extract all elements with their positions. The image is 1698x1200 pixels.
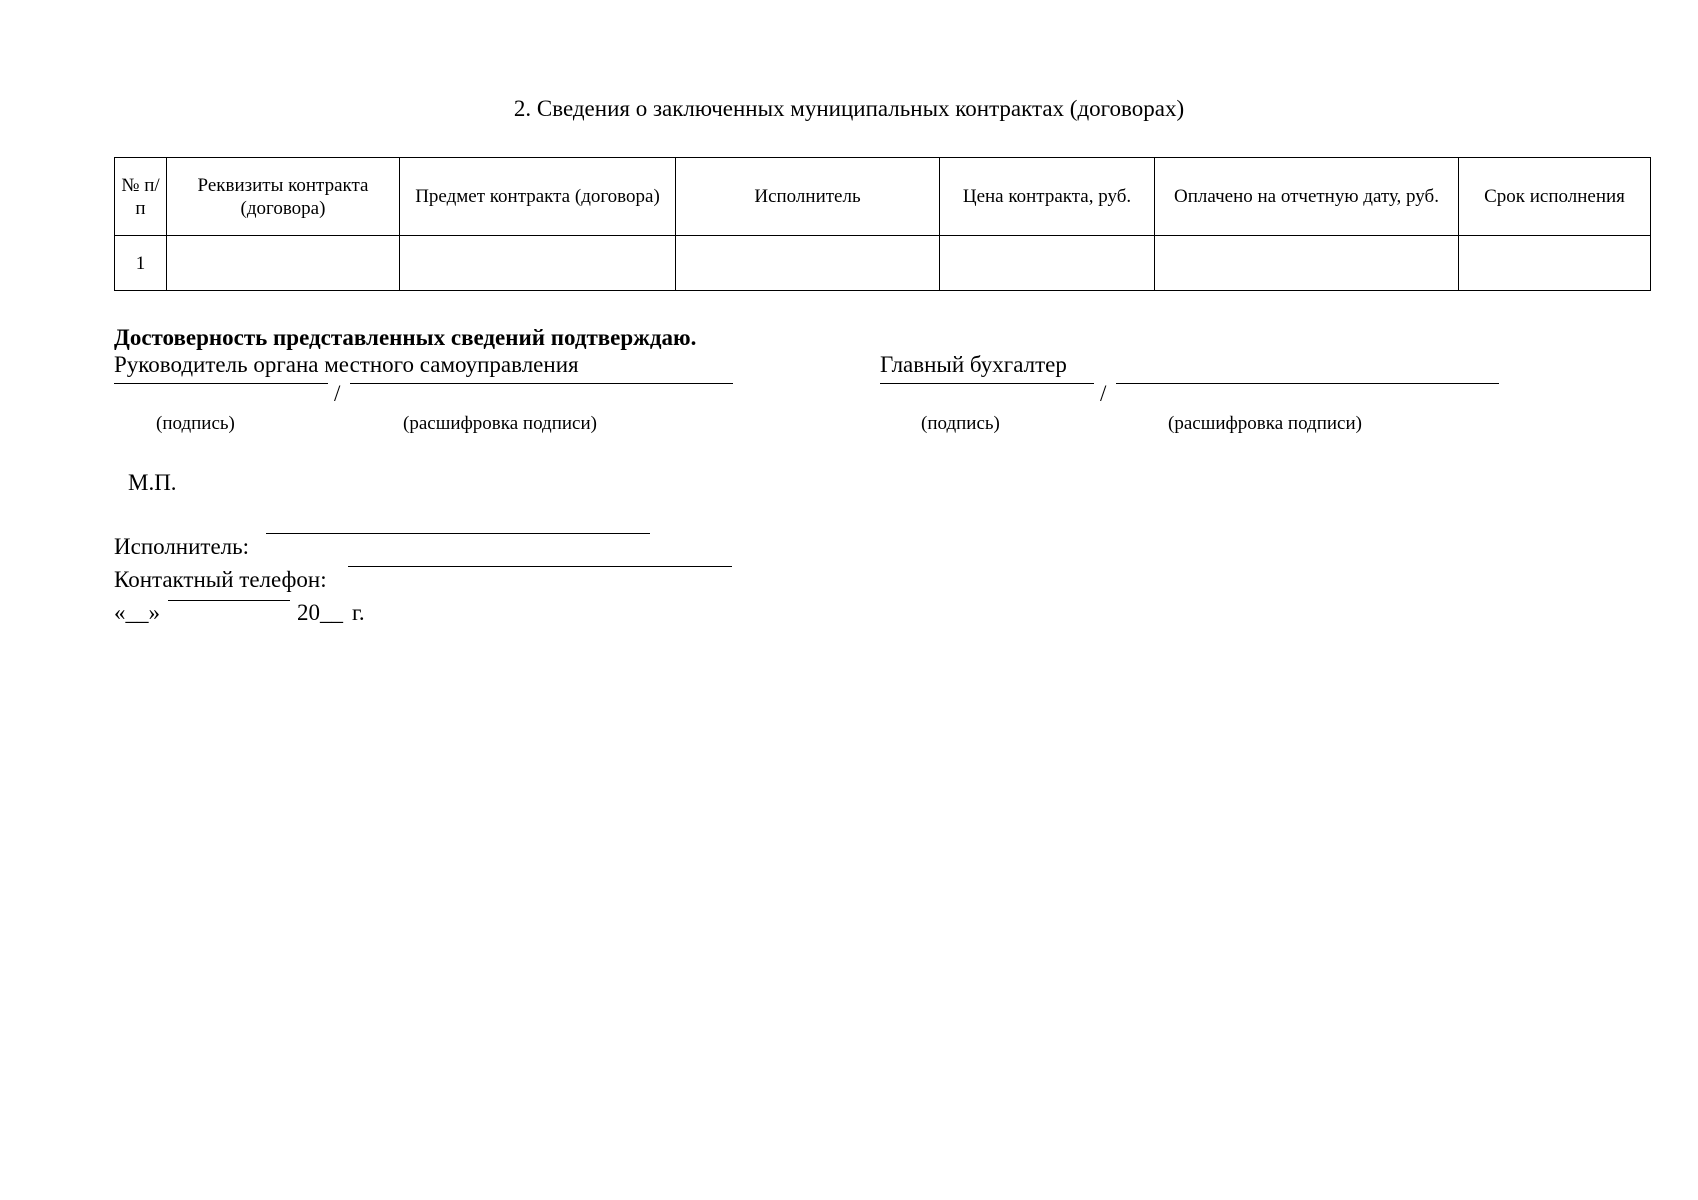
cell-executor xyxy=(676,236,940,291)
date-day[interactable]: «__» xyxy=(114,600,160,625)
head-decoding-caption: (расшифровка подписи) xyxy=(403,413,597,434)
accountant-decoding-caption: (расшифровка подписи) xyxy=(1168,413,1362,434)
accountant-slash: / xyxy=(1100,381,1107,406)
date-suffix: г. xyxy=(352,600,365,625)
accountant-label: Главный бухгалтер xyxy=(880,352,1067,377)
phone-field[interactable] xyxy=(348,566,732,567)
cell-contract-details xyxy=(167,236,400,291)
document-title: 2. Сведения о заключенных муниципальных контрактах (договорах) xyxy=(513,96,1185,121)
date-month-field[interactable] xyxy=(168,600,290,601)
header-paid-amount: Оплачено на отчетную дату, руб. xyxy=(1155,158,1459,236)
table-row xyxy=(115,236,1651,291)
head-slash: / xyxy=(334,381,341,406)
header-contract-price: Цена контракта, руб. xyxy=(940,158,1155,236)
stamp-place: М.П. xyxy=(128,470,177,495)
phone-label: Контактный телефон: xyxy=(114,567,327,592)
accountant-signature-caption: (подпись) xyxy=(921,413,1000,434)
contracts-table xyxy=(114,157,1651,291)
cell-paid-amount xyxy=(1155,236,1459,291)
accountant-signature-line[interactable] xyxy=(880,383,1094,384)
head-signature-line[interactable] xyxy=(114,383,328,384)
header-executor: Исполнитель xyxy=(676,158,940,236)
date-year[interactable]: 20__ xyxy=(297,600,343,625)
head-label: Руководитель органа местного самоуправления xyxy=(114,352,579,377)
executor-label: Исполнитель: xyxy=(114,534,250,559)
cell-contract-subject xyxy=(400,236,676,291)
confirmation-statement: Достоверность представленных сведений подтверждаю. xyxy=(114,325,697,350)
header-contract-details: Реквизиты контракта (договора) xyxy=(167,158,400,236)
cell-number: 1 xyxy=(115,236,167,291)
header-contract-subject: Предмет контракта (договора) xyxy=(400,158,676,236)
executor-field[interactable] xyxy=(266,533,650,534)
head-signature-caption: (подпись) xyxy=(156,413,235,434)
table-header-row xyxy=(115,158,1651,236)
header-number: № п/п xyxy=(115,158,167,236)
cell-deadline xyxy=(1459,236,1651,291)
header-deadline: Срок исполнения xyxy=(1459,158,1651,236)
head-decoding-line[interactable] xyxy=(350,383,733,384)
cell-contract-price xyxy=(940,236,1155,291)
accountant-decoding-line[interactable] xyxy=(1116,383,1499,384)
